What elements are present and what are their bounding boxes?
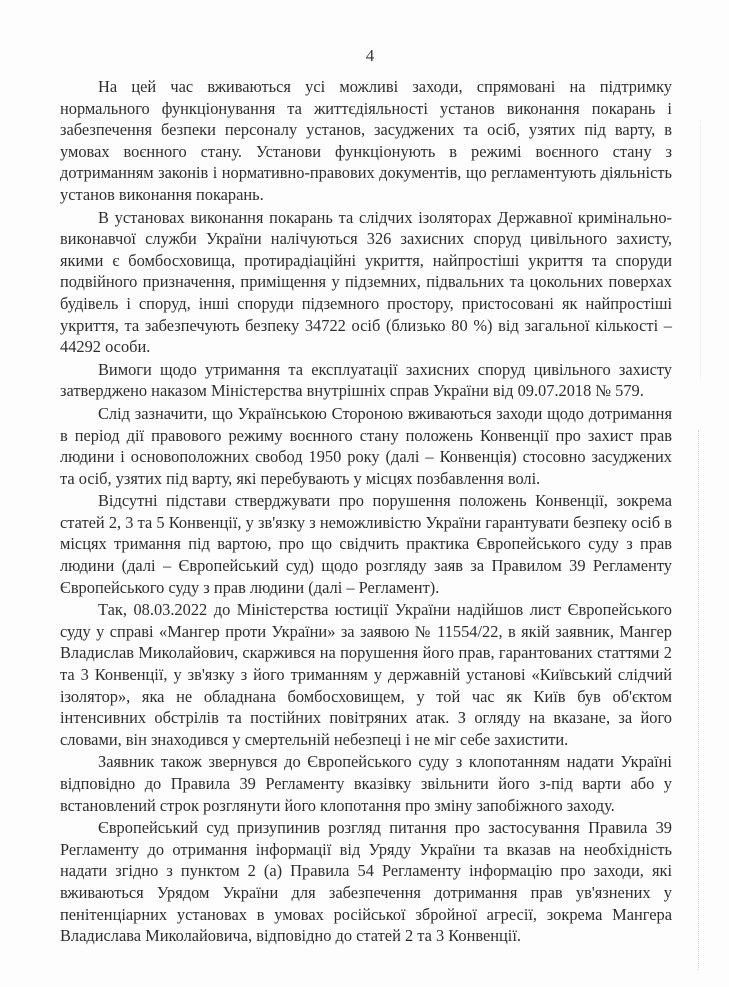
page-number: 4 — [365, 46, 375, 65]
scan-edge-line — [698, 430, 699, 970]
paragraph-no-grounds: Відсутні підстави стверджувати про порушення положень Конвенції, зокрема статей 2, 3 та 5 Конвенції, у зв'язку з неможливістю України гарантувати безпеку осіб в місцях тримання під вартою, про що свідчить практика Європейського суду з прав людини (далі – Європейський суд) щодо розгляду заяв за Правилом 39 Регламенту Європейського суду з прав людини (далі – Регламент). — [60, 491, 672, 597]
paragraph-shelter-requirements: Вимоги щодо утримання та експлуатації захисних споруд цивільного захисту затверджено наказом Міністерства внутрішніх справ України від 09.07.2018 № 579. — [60, 359, 672, 401]
paragraph-shelters: В установах виконання покарань та слідчих ізоляторах Державної кримінально-виконавчої служби України налічуються 326 захисних споруд цивільного захисту, якими є бомбосховища, протирадіаційні укриття, найпростіші укриття та споруди подвійного призначення, приміщення у підземних, підвальних та цокольних поверхах будівель і споруд, інші споруди підземного простору, пристосовані як найпростіші укриття, та забезпечують безпеку 34722 осіб (близько 80 %) від загальної кількості – 44292 особи. — [60, 207, 672, 357]
paragraph-applicant-request: Заявник також звернувся до Європейського суду з клопотанням надати Україні відповідно до Правила 39 Регламенту вказівку звільнити його з-під варти або у встановлений строк розглянути його клопотання про зміну запобіжного заходу. — [60, 752, 672, 815]
paragraph-convention-compliance: Слід зазначити, що Українською Стороною вживаються заходи щодо дотримання в період дії правового режиму воєнного стану положень Конвенції про захист прав людини і основоположних свобод 1950 року (далі – Конвенція) стосовно засуджених та осіб, узятих під варту, які перебувають у місцях позбавлення волі. — [60, 403, 672, 488]
paragraph-wartime-measures: На цей час вживаються усі можливі заходи, спрямовані на підтримку нормального функціонування та життєдіяльності установ виконання покарань і забезпечення безпеки персоналу установ, засуджених та осіб, узятих під варту, в умовах воєнного стану. Установи функціонують в режимі воєнного стану з дотриманням законів і нормативно-правових документів, що регламентують діяльність установ виконання покарань. — [60, 77, 672, 204]
document-body — [60, 76, 672, 948]
paragraph-court-suspension: Європейський суд призупинив розгляд питання про застосування Правила 39 Регламенту до отримання інформації від Уряду України та вказав на необхідність надати згідно з пунктом 2 (а) Правила 54 Регламенту інформацію про заходи, які вживаються Урядом України для забезпечення дотримання прав ув'язнених у пенітенціарних установах в умовах російської збройної агресії, зокрема Мангера Владислава Миколайовича, відповідно до статей 2 та 3 Конвенції. — [60, 818, 672, 946]
scan-edge-line — [700, 120, 701, 380]
paragraph-manger-case: Так, 08.03.2022 до Міністерства юстиції України надійшов лист Європейського суду у справі «Мангер проти України» за заявою № 11554/22, в якій заявник, Мангер Владислав Миколайович, скаржився на порушення його прав, гарантованих статтями 2 та 3 Конвенції, у зв'язку з його триманням у державній установі «Київський слідчий ізолятор», яка не обладнана бомбосховищем, у той час як Київ був об'єктом інтенсивних обстрілів та постійних повітряних атак. З огляду на вказане, за його словами, він знаходився у смертельній небезпеці і не міг себе захистити. — [60, 600, 672, 749]
